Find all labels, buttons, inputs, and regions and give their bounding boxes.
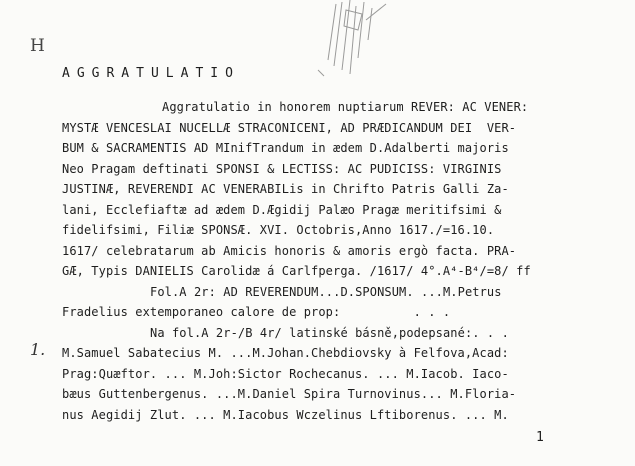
- page-number: 1: [536, 430, 544, 445]
- text-line: M.Samuel Sabatecius M. ...M.Johan.Chebdiovsky à Felfova,Acad:: [62, 346, 509, 360]
- text-line: lani, Ecclefiaftæ ad ædem D.Ægidij Palæo Pragæ meritifsimi &: [62, 203, 502, 217]
- text-line: nus Aegidij Zlut. ... M.Iacobus Wczelinus Lftiborenus. ... M.: [62, 408, 509, 422]
- text-line: BUM & SACRAMENTIS AD MInifTrandum in ædem D.Adalberti majoris: [62, 141, 509, 155]
- text-line: Fradelius extemporaneo calore de prop: . . .: [62, 305, 451, 319]
- text-line: Aggratulatio in honorem nuptiarum REVER: AC VENER:: [162, 100, 529, 114]
- card-heading: AGGRATULATIO: [62, 66, 240, 81]
- text-line: JUSTINÆ, REVERENDI AC VENERABILis in Chrifto Patris Galli Za-: [62, 182, 509, 196]
- library-stamp-icon: [306, 0, 396, 82]
- text-line: Na fol.A 2r-/B 4r/ latinské básně,podepsané:. . .: [150, 326, 509, 340]
- text-line: fidelifsimi, Filiæ SPONSÆ. XVI. Octobris,Anno 1617./=16.10.: [62, 223, 495, 237]
- text-line: Fol.A 2r: AD REVERENDUM...D.SPONSUM. ...M.Petrus: [150, 285, 502, 299]
- text-line: GÆ, Typis DANIELIS Carolidæ á Carlfperga. /1617/ 4°.A⁴-B⁴/=8/ ff: [62, 264, 531, 278]
- text-line: Prag:Quæftor. ... M.Joh:Sictor Rochecanus. ... M.Iacob. Iaco-: [62, 367, 509, 381]
- corner-mark: H: [30, 36, 45, 56]
- text-line: 1617/ celebratarum ab Amicis honoris & amoris ergò facta. PRA-: [62, 244, 517, 258]
- text-line: bæus Guttenbergenus. ...M.Daniel Spira Turnovinus... M.Floria-: [62, 387, 517, 401]
- text-line: Neo Pragam deftinati SPONSI & LECTISS: AC PUDICISS: VIRGINIS: [62, 162, 502, 176]
- text-line: MYSTÆ VENCESLAI NUCELLÆ STRACONICENI, AD PRÆDICANDUM DEI VER-: [62, 121, 517, 135]
- margin-note: 1.: [30, 340, 46, 359]
